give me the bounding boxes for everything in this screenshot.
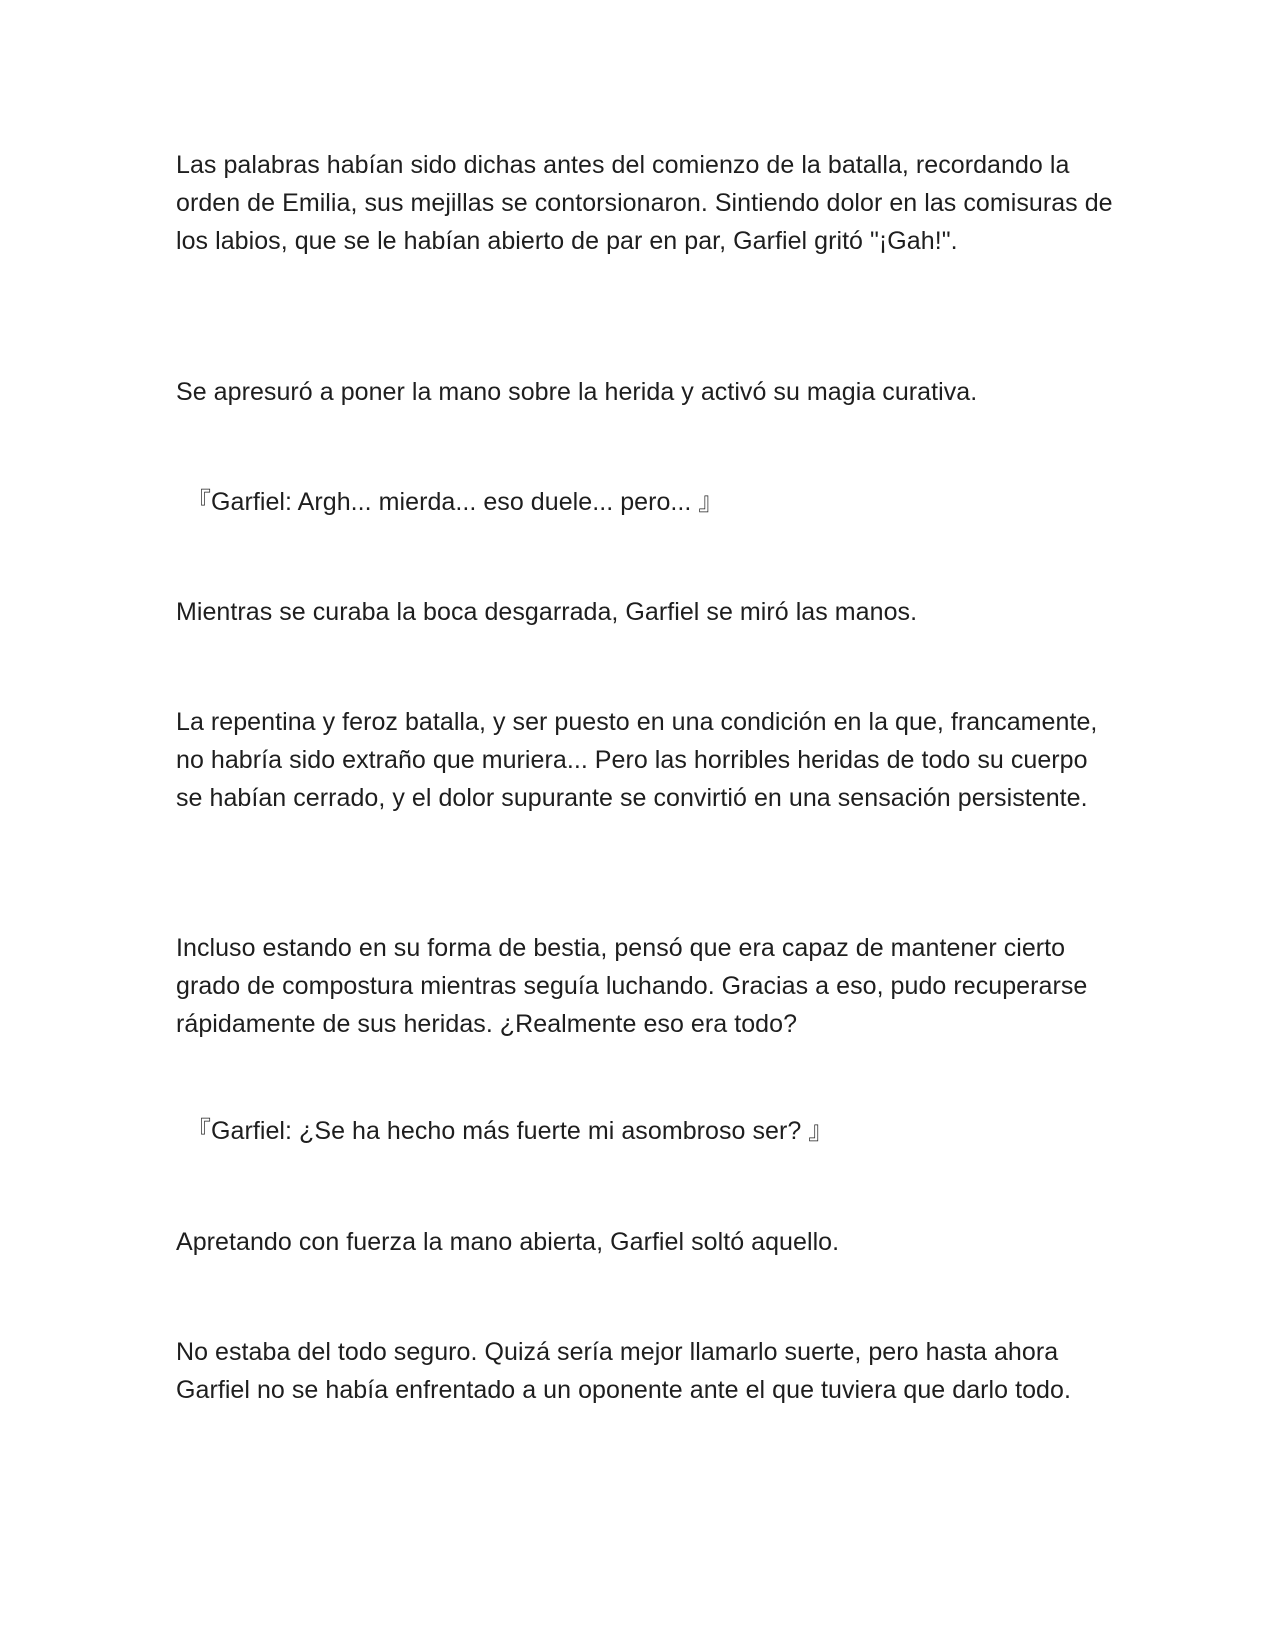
paragraph-narration: No estaba del todo seguro. Quizá sería mejor llamarlo suerte, pero hasta ahora Garfiel no se había enfrentado a un oponente ante el que tuviera que darlo todo. (176, 1338, 1071, 1404)
paragraph-narration: Incluso estando en su forma de bestia, pensó que era capaz de mantener cierto grado de compostura mientras seguía luchando. Gracias a eso, pudo recuperarse rápidamente de sus heridas. ¿Realmente eso era todo? (176, 934, 1088, 1038)
paragraph-narration: Las palabras habían sido dichas antes del comienzo de la batalla, recordando la orden de Emilia, sus mejillas se contorsionaron. Sintiendo dolor en las comisuras de los labios, que se le habían abierto de par en par, Garfiel gritó "¡Gah!". (176, 151, 1113, 255)
paragraph-narration: Mientras se curaba la boca desgarrada, Garfiel se miró las manos. (176, 598, 918, 626)
paragraph-narration: Apretando con fuerza la mano abierta, Garfiel soltó aquello. (176, 1228, 840, 1256)
paragraph-narration: Se apresuró a poner la mano sobre la herida y activó su magia curativa. (176, 378, 978, 406)
paragraph-dialogue: 『Garfiel: Argh... mierda... eso duele... pero... 』 (186, 488, 724, 516)
paragraph-dialogue: 『Garfiel: ¿Se ha hecho más fuerte mi asombroso ser? 』 (186, 1117, 834, 1145)
paragraph-narration: La repentina y feroz batalla, y ser puesto en una condición en la que, francamente, no habría sido extraño que muriera... Pero las horribles heridas de todo su cuerpo se habían cerrado, y el dolor supurante se convirtió en una sensación persistente. (176, 708, 1098, 812)
